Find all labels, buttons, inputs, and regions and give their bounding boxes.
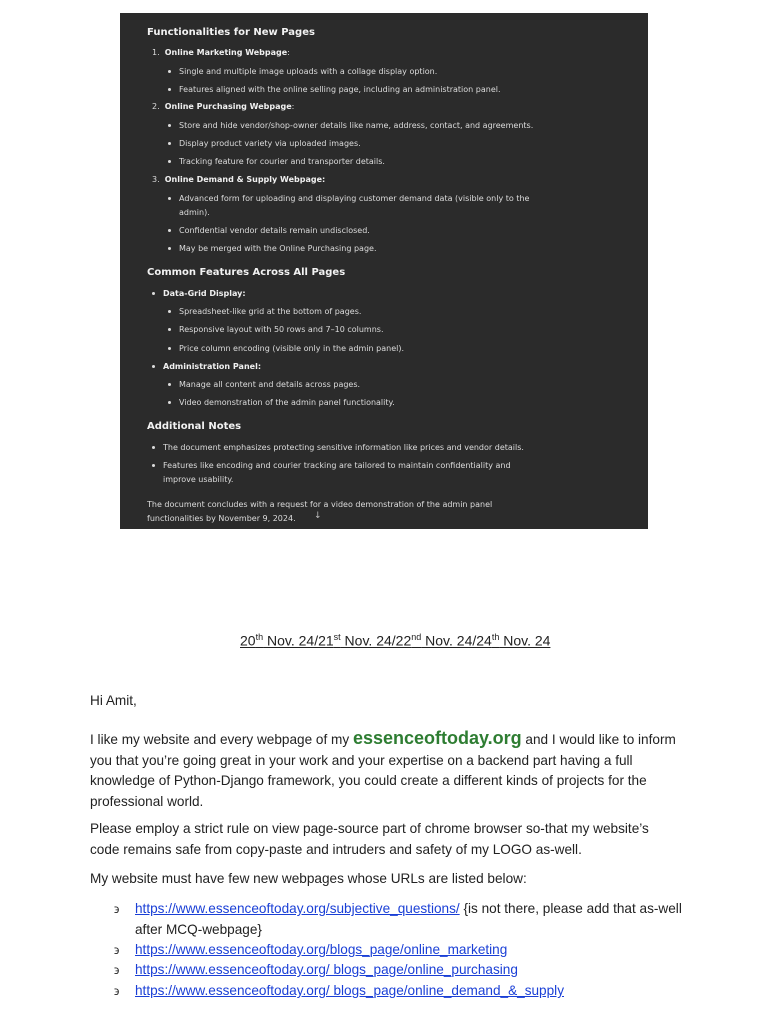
list-item: Spreadsheet-like grid at the bottom of pages. <box>179 307 362 316</box>
bullet-icon <box>168 383 171 386</box>
bullet-icon <box>168 142 171 145</box>
list-item: May be merged with the Online Purchasing page. <box>179 244 377 253</box>
conclusion-line-1: The document concludes with a request for a video demonstration of the admin panel <box>147 500 493 509</box>
bullet-icon <box>152 365 155 368</box>
bullet-icon <box>152 464 155 467</box>
paragraph-urls-intro: My website must have few new webpages whose URLs are listed below: <box>90 871 527 886</box>
bullet-icon <box>152 292 155 295</box>
paragraph-intro: I like my website and every webpage of my essenceoftoday.org and I would like to inform you that you’re going great in your work and your expertise on a backend part having a full knowledge of Python-Django framework, you could create a different kinds of projects for the professional world. <box>90 728 676 809</box>
bullet-icon <box>168 88 171 91</box>
greeting: Hi Amit, <box>90 693 137 708</box>
list-item-continued: admin). <box>179 208 210 217</box>
list-item: Price column encoding (visible only in the admin panel). <box>179 344 405 353</box>
embedded-summary-screenshot <box>120 13 648 529</box>
bullet-icon <box>168 347 171 350</box>
heading-common-features: Common Features Across All Pages <box>147 267 346 278</box>
brand-name: essenceoftoday.org <box>352 728 522 748</box>
bullet-icon <box>168 401 171 404</box>
list-item-continued: improve usability. <box>163 475 234 484</box>
date-line: 20th Nov. 24/21st Nov. 24/22nd Nov. 24/24th Nov. 24 <box>240 632 551 649</box>
heading-additional-notes: Additional Notes <box>147 421 242 432</box>
list-item: Single and multiple image uploads with a collage display option. <box>179 67 438 76</box>
paragraph-security: Please employ a strict rule on view page-source part of chrome browser so-that my website’s code remains safe from copy-paste and intruders and safety of my LOGO as-well. <box>90 821 649 857</box>
list-item: Advanced form for uploading and displaying customer demand data (visible only to the <box>179 194 530 203</box>
bullet-icon <box>168 310 171 313</box>
bullet-icon: ϶ <box>114 963 120 977</box>
heading-functionalities: Functionalities for New Pages <box>147 27 315 38</box>
url-link[interactable]: https://www.essenceoftoday.org/blogs_page/online_marketing <box>135 942 508 957</box>
list-item: Tracking feature for courier and transporter details. <box>179 157 385 166</box>
bullet-icon <box>168 229 171 232</box>
list-item: Features aligned with the online selling page, including an administration panel. <box>179 85 501 94</box>
bullet-icon <box>168 247 171 250</box>
bullet-icon <box>168 160 171 163</box>
list-item: Manage all content and details across pages. <box>179 380 361 389</box>
section-1-title: 1. Online Marketing Webpage: <box>152 48 290 57</box>
conclusion-line-2: functionalities by November 9, 2024. <box>147 514 296 523</box>
list-item: Features like encoding and courier tracking are tailored to maintain confidentiality and <box>163 461 511 470</box>
list-item: The document emphasizes protecting sensitive information like prices and vendor details. <box>163 443 524 452</box>
bullet-icon <box>168 197 171 200</box>
bullet-icon: ϶ <box>114 943 120 957</box>
section-2-title: 2. Online Purchasing Webpage: <box>152 102 295 111</box>
bullet-icon <box>168 70 171 73</box>
list-item: Responsive layout with 50 rows and 7–10 columns. <box>179 325 384 334</box>
admin-title: Administration Panel: <box>163 362 262 371</box>
bullet-icon: ϶ <box>114 984 120 998</box>
url-link[interactable]: https://www.essenceoftoday.org/subjective_questions/ <box>135 901 460 916</box>
bullet-icon <box>168 124 171 127</box>
bullet-icon <box>168 328 171 331</box>
section-3-title: 3. Online Demand & Supply Webpage: <box>152 175 326 184</box>
url-link[interactable]: https://www.essenceoftoday.org/ blogs_page/online_demand_&_supply <box>135 983 564 998</box>
list-item: Confidential vendor details remain undisclosed. <box>179 226 370 235</box>
grid-title: Data-Grid Display: <box>163 289 246 298</box>
list-item: Store and hide vendor/shop-owner details like name, address, contact, and agreements. <box>179 121 534 130</box>
url-link[interactable]: https://www.essenceoftoday.org/ blogs_page/online_purchasing <box>135 962 518 977</box>
arrow-down-icon[interactable]: ↓ <box>314 511 322 521</box>
list-item: Display product variety via uploaded images. <box>179 139 361 148</box>
bullet-icon <box>152 446 155 449</box>
bullet-icon: ϶ <box>114 902 120 916</box>
list-item: Video demonstration of the admin panel functionality. <box>179 398 395 407</box>
